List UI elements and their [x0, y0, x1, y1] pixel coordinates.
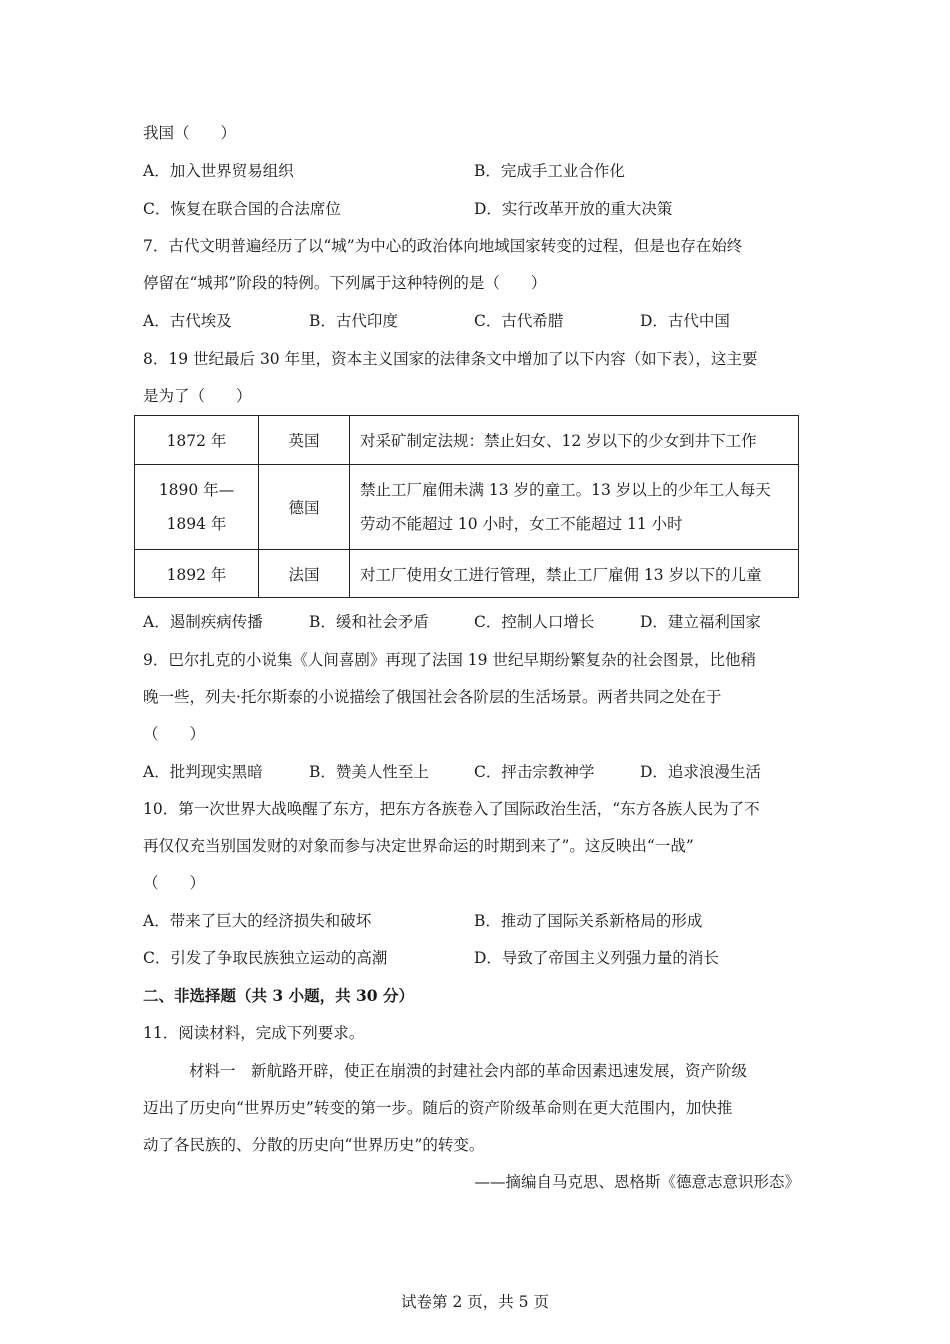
- table-cell-country: 法国: [259, 550, 350, 598]
- q6-option-c: C．恢复在联合国的合法席位: [143, 200, 341, 218]
- q6-option-b: B．完成手工业合作化: [474, 162, 625, 180]
- year-text: 1872 年: [166, 432, 227, 450]
- table-cell-year: [135, 416, 259, 465]
- q9-option-b: B．赞美人性至上: [309, 763, 429, 781]
- table-row: [135, 465, 799, 550]
- q8-option-a: A．遏制疾病传播: [143, 613, 263, 631]
- content-line1: 禁止工厂雇佣未满 13 岁的童工。13 岁以上的少年工人每天: [360, 481, 771, 499]
- table-cell-content: [350, 465, 799, 550]
- q7-option-c: C．古代希腊: [474, 312, 564, 330]
- q6-stem-tail: 我国（ ）: [143, 124, 237, 142]
- q8-option-d: D．建立福利国家: [640, 613, 761, 631]
- table-cell-content: 对采矿制定法规：禁止妇女、12 岁以下的少女到井下工作: [350, 416, 799, 465]
- table-cell-country: 德国: [259, 465, 350, 550]
- content-line2: 劳动不能超过 10 小时，女工不能超过 11 小时: [360, 515, 683, 533]
- year-text: 1892 年: [166, 565, 227, 584]
- q10-option-c: C．引发了争取民族独立运动的高潮: [143, 949, 388, 967]
- q9-stem-line1: 9．巴尔扎克的小说集《人间喜剧》再现了法国 19 世纪早期纷繁复杂的社会图景，比他稍: [143, 651, 756, 669]
- q7-option-d: D．古代中国: [640, 312, 730, 330]
- law-table: [134, 415, 799, 598]
- q7-stem-line2: 停留在“城邦”阶段的特例。下列属于这种特例的是（ ）: [143, 274, 547, 292]
- table-cell-content: 对工厂使用女工进行管理，禁止工厂雇佣 13 岁以下的儿童: [350, 550, 799, 598]
- q9-option-a: A．批判现实黑暗: [143, 763, 263, 781]
- q11-material1-line3: 动了各民族的、分散的历史向“世界历史”的转变。: [143, 1136, 485, 1154]
- q10-option-d: D．导致了帝国主义列强力量的消长: [474, 949, 719, 967]
- q8-option-c: C．控制人口增长: [474, 613, 595, 631]
- table-row: [135, 416, 799, 465]
- q10-option-a: A．带来了巨大的经济损失和破坏: [143, 912, 372, 930]
- page-footer: 试卷第 2 页，共 5 页: [401, 1293, 549, 1311]
- q9-option-c: C．抨击宗教神学: [474, 763, 595, 781]
- q9-stem-line2: 晚一些，列夫·托尔斯泰的小说描绘了俄国社会各阶层的生活场景。两者共同之处在于: [143, 688, 722, 706]
- year-text: 1890 年—: [158, 481, 235, 499]
- q6-option-d: D．实行改革开放的重大决策: [474, 200, 673, 218]
- q7-option-b: B．古代印度: [309, 312, 398, 330]
- q6-option-a: A．加入世界贸易组织: [143, 162, 294, 180]
- q11-material1-line1: 材料一 新航路开辟，使正在崩溃的封建社会内部的革命因素迅速发展，资产阶级: [189, 1062, 748, 1080]
- q11-source: ——摘编自马克思、恩格斯《德意志意识形态》: [474, 1173, 800, 1191]
- year-text-line2: 1894 年: [166, 515, 227, 533]
- section-title: 二、非选择题（共 3 小题，共 30 分）: [143, 986, 414, 1005]
- q8-stem-line1: 8．19 世纪最后 30 年里，资本主义国家的法律条文中增加了以下内容（如下表），这主要: [143, 350, 758, 368]
- q7-stem-line1: 7．古代文明普遍经历了以“城”为中心的政治体向地域国家转变的过程，但是也存在始终: [143, 237, 743, 255]
- table-cell-year: [135, 550, 259, 598]
- table-row: [135, 550, 799, 598]
- q8-option-b: B．缓和社会矛盾: [309, 613, 429, 631]
- q9-option-d: D．追求浪漫生活: [640, 763, 761, 781]
- q10-stem-line2: 再仅仅充当别国发财的对象而参与决定世界命运的时期到来了”。这反映出“一战”: [143, 837, 694, 855]
- q10-stem-line1: 10．第一次世界大战唤醒了东方，把东方各族卷入了国际政治生活，“东方各族人民为了不: [143, 800, 760, 818]
- q7-option-a: A．古代埃及: [143, 312, 232, 330]
- q11-material1-line2: 迈出了历史向“世界历史”转变的第一步。随后的资产阶级革命则在更大范围内，加快推: [143, 1099, 733, 1117]
- q11-stem: 11．阅读材料，完成下列要求。: [143, 1024, 365, 1042]
- q10-stem-line3: （ ）: [143, 874, 206, 892]
- q9-stem-line3: （ ）: [143, 725, 206, 743]
- table-cell-year: [135, 465, 259, 550]
- q8-stem-line2: 是为了（ ）: [143, 387, 252, 405]
- table-cell-country: 英国: [259, 416, 350, 465]
- q10-option-b: B．推动了国际关系新格局的形成: [474, 912, 703, 930]
